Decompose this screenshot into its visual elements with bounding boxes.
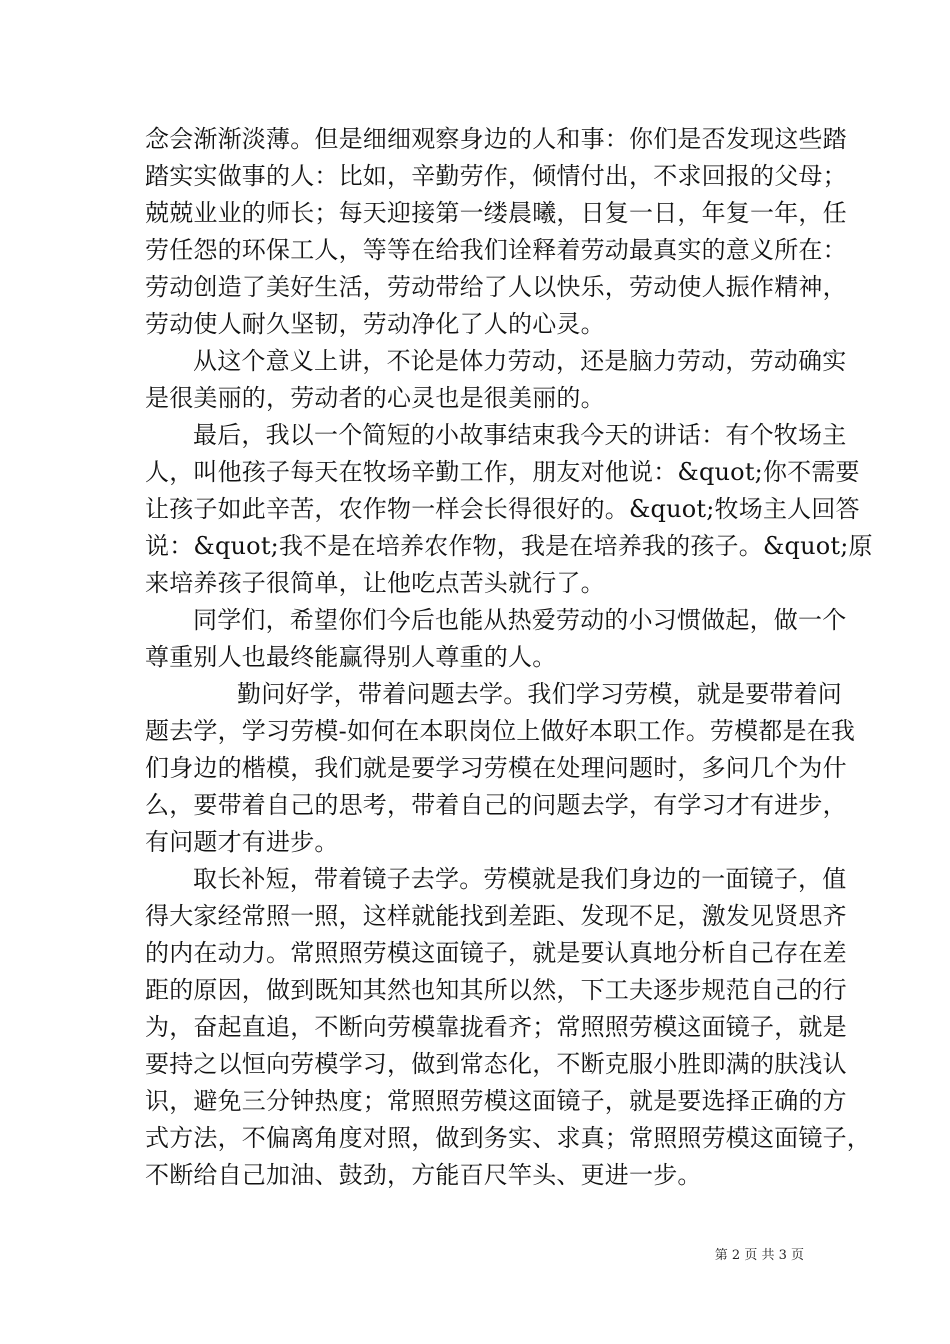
body-text-line: 让孩子如此辛苦，农作物一样会长得很好的。&quot;牧场主人回答 [145, 495, 860, 523]
body-text-line: 们身边的楷模，我们就是要学习劳模在处理问题时，多问几个为什 [145, 754, 847, 782]
page-number: 第 2 页 共 3 页 [714, 1248, 804, 1263]
body-text-line: 不断给自己加油、鼓劲，方能百尺竿头、更进一步。 [145, 1161, 702, 1189]
paragraph-first-line: 最后，我以一个简短的小故事结束我今天的讲话：有个牧场主 [193, 421, 847, 449]
body-text-line: 为，奋起直追，不断向劳模靠拢看齐；常照照劳模这面镜子，就是 [145, 1013, 847, 1041]
body-text-line: 的内在动力。常照照劳模这面镜子，就是要认真地分析自己存在差 [145, 939, 847, 967]
body-text-line: 人，叫他孩子每天在牧场辛勤工作，朋友对他说：&quot;你不需要 [145, 458, 860, 486]
paragraph-first-line: 从这个意义上讲，不论是体力劳动，还是脑力劳动，劳动确实 [193, 347, 847, 375]
body-text-line: 说：&quot;我不是在培养农作物，我是在培养我的孩子。&quot;原 [145, 532, 873, 560]
body-text-line: 要持之以恒向劳模学习，做到常态化，不断克服小胜即满的肤浅认 [145, 1050, 847, 1078]
paragraph-first-line: 勤问好学，带着问题去学。我们学习劳模，就是要带着问 [237, 680, 842, 708]
body-text-line: 劳任怨的环保工人，等等在给我们诠释着劳动最真实的意义所在： [145, 236, 847, 264]
body-text-line: 得大家经常照一照，这样就能找到差距、发现不足，激发见贤思齐 [145, 902, 847, 930]
body-text-line: 踏实实做事的人：比如，辛勤劳作，倾情付出，不求回报的父母； [145, 162, 847, 190]
body-text-line: 有问题才有进步。 [145, 828, 339, 856]
body-text-line: 兢兢业业的师长；每天迎接第一缕晨曦，日复一日，年复一年，任 [145, 199, 847, 227]
paragraph-first-line: 同学们，希望你们今后也能从热爱劳动的小习惯做起，做一个 [193, 606, 847, 634]
body-text-line: 题去学，学习劳模-如何在本职岗位上做好本职工作。劳模都是在我 [145, 717, 856, 745]
body-text-line: 念会渐渐淡薄。但是细细观察身边的人和事：你们是否发现这些踏 [145, 125, 847, 153]
body-text-line: 劳动创造了美好生活，劳动带给了人以快乐，劳动使人振作精神， [145, 273, 847, 301]
paragraph-first-line: 取长补短，带着镜子去学。劳模就是我们身边的一面镜子，值 [193, 865, 847, 893]
body-text-line: 识，避免三分钟热度；常照照劳模这面镜子，就是要选择正确的方 [145, 1087, 847, 1115]
body-text-line: 劳动使人耐久坚韧，劳动净化了人的心灵。 [145, 310, 605, 338]
body-text-line: 式方法，不偏离角度对照，做到务实、求真；常照照劳模这面镜子， [145, 1124, 871, 1152]
body-text-line: 么，要带着自己的思考，带着自己的问题去学，有学习才有进步， [145, 791, 847, 819]
body-text-line: 距的原因，做到既知其然也知其所以然，下工夫逐步规范自己的行 [145, 976, 847, 1004]
body-text-line: 来培养孩子很简单，让他吃点苦头就行了。 [145, 569, 605, 597]
body-text-line: 尊重别人也最终能赢得别人尊重的人。 [145, 643, 557, 671]
body-text-line: 是很美丽的，劳动者的心灵也是很美丽的。 [145, 384, 605, 412]
